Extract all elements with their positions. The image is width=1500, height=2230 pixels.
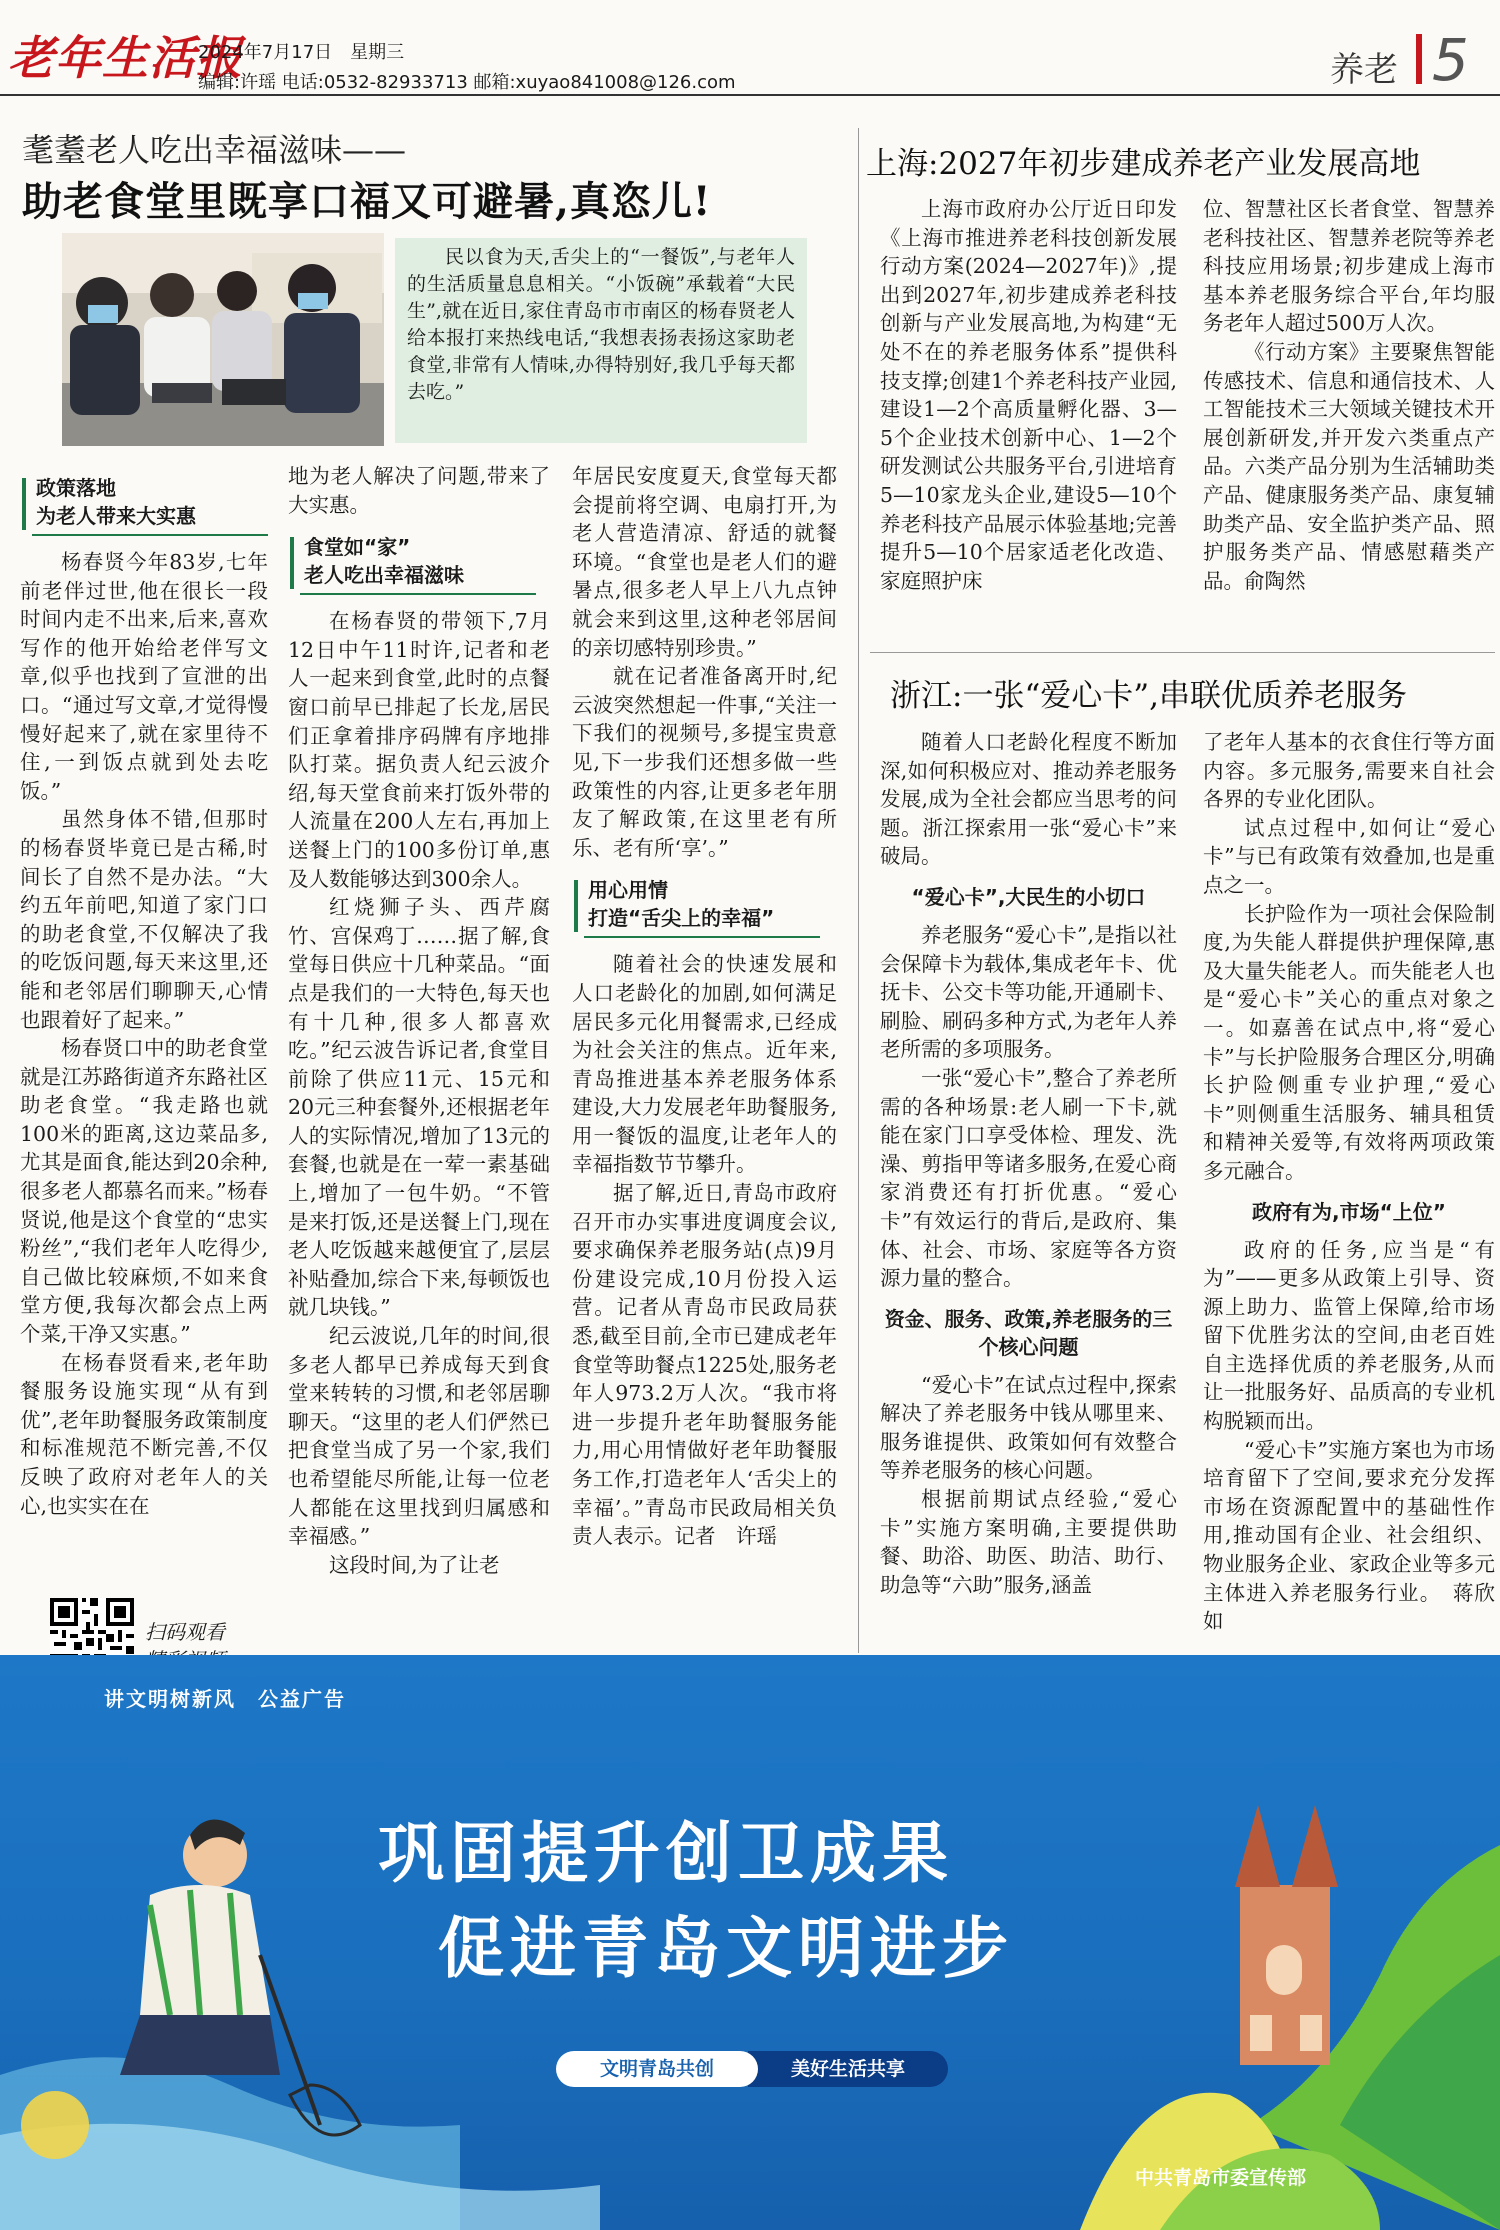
ad-pill-right: 美好生活共享 [748,2051,948,2087]
ad-tag: 讲文明树新风 公益广告 [104,1687,346,1711]
paragraph: 试点过程中,如何让“爱心卡”与已有政策有效叠加,也是重点之一。 [1203,815,1495,897]
story3-subhead-3: 政府有为,市场“上位” [1252,1199,1446,1224]
paragraph: “爱心卡”在试点过程中,探索解决了养老服务中钱从哪里来、服务谁提供、政策如何有效整合等养老服务的核心问题。 [880,1372,1177,1483]
story1-column-2 [288,462,550,1652]
paragraph: 根据前期试点经验,“爱心卡”实施方案明确,主要提供助餐、助浴、助医、助洁、助行、助急等“六助”服务,涵盖 [880,1487,1177,1597]
paragraph: 政府的任务,应当是“有为”——更多从政策上引导、资源上助力、监管上保障,给市场留下优胜劣汰的空间,由老百姓自主选择优质的养老服务,从而让一批服务好、品质高的专业机构脱颖而出。 [1203,1237,1495,1434]
paragraph: 一张“爱心卡”,整合了养老所需的各种场景:老人刷一下卡,就能在家门口享受体检、理发、洗澡、剪指甲等诸多服务,在爱心商家消费还有打折优惠。“爱心卡”有效运行的背后,是政府、集体、社会、市场、家庭等各方资源力量的整合。 [880,1065,1177,1291]
paragraph: 杨春贤口中的助老食堂就是江苏路街道齐东路社区助老食堂。“我走路也就100米的距离,这边菜品多,尤其是面食,能达到20余种,很多老人都慕名而来。”杨春贤说,他是这个食堂的“忠实粉丝”,“我们老年人吃得少,自己做比较麻烦,不如来食堂方便,我每次都会点上两个菜,干净又实惠。” [20,1036,268,1347]
story3-column-2 [1203,728,1495,1650]
story2-column-2 [1203,195,1495,645]
ad-slogan-2: 促进青岛文明进步 [438,1910,1014,1987]
public-service-ad [0,1655,1500,2230]
story1-column-3 [572,462,837,1652]
paragraph: 长护险作为一项社会保险制度,为失能人群提供护理保障,惠及大量失能老人。而失能老人也是“爱心卡”关心的重点对象之一。如嘉善在试点中,将“爱心卡”与长护险服务合理区分,明确长护险侧重专业护理,“爱心卡”则侧重生活服务、辅具租赁和精神关爱等,有效将两项政策多元融合。 [1203,901,1495,1183]
story3-headline: 浙江:一张“爱心卡”,串联优质养老服务 [890,678,1407,714]
story3-column-1 [880,728,1177,1650]
subhead-line: 为老人带来大实惠 [36,504,196,528]
subhead-line: 用心用情 [588,878,668,903]
story3-subhead-1: “爱心卡”,大民生的小切口 [911,884,1146,909]
newspaper-logo: 老年生活报 [8,31,243,85]
paragraph: 在杨春贤的带领下,7月12日中午11时许,记者和老人一起来到食堂,此时的点餐窗口前早已排起了长龙,居民们正拿着排序码牌有序地排队打菜。据负责人纪云波介绍,每天堂食前来打饭外带的人流量在200人左右,再加上送餐上门的100多份订单,惠及人数能够达到300余人。 [288,609,550,891]
paragraph: 地为老人解决了问题,带来了大实惠。 [288,464,550,517]
ad-pill-left: 文明青岛共创 [556,2051,758,2087]
paragraph: 虽然身体不错,但那时的杨春贤毕竟已是古稀,时间长了自然不是办法。“大约五年前吧,知道了家门口的助老食堂,不仅解决了我的吃饭问题,每天来这里,还能和老邻居们聊聊天,心情也跟着好了起来。” [20,807,268,1032]
paragraph: 养老服务“爱心卡”,是指以社会保障卡为载体,集成老年卡、优抚卡、公交卡等功能,开通刷卡、刷脸、刷码多种方式,为老年人养老所需的多项服务。 [880,922,1177,1062]
paragraph: 随着社会的快速发展和人口老龄化的加剧,如何满足居民多元化用餐需求,已经成为社会关注的焦点。近年来,青岛推进基本养老服务体系建设,大力发展老年助餐服务,用一餐饭的温度,让老年人的幸福指数节节攀升。 [572,952,837,1177]
subhead-line: 打造“舌尖上的幸福” [588,906,775,931]
paragraph: 据了解,近日,青岛市政府召开市办实事进度调度会议,要求确保养老服务站(点)9月份建设完成,10月份投入运营。记者从青岛市民政局获悉,截至目前,全市已建成老年食堂等助餐点1225处,服务老年人973.2万人次。“我市将进一步提升老年助餐服务能力,用心用情做好老年助餐服务工作,打造老年人‘舌尖上的幸福’。”青岛市民政局相关负责人表示。记者 许瑶 [572,1181,837,1549]
paragraph: 这段时间,为了让老 [329,1552,500,1577]
subhead-line: 食堂如“家” [304,535,411,560]
section-name: 养老 [1330,50,1398,90]
paragraph: 位、智慧社区长者食堂、智慧养老科技社区、智慧养老院等养老科技应用场景;初步建成上海市基本养老服务综合平台,年均服务老年人超过500万人次。 [1203,197,1495,336]
page-number: 5 [1432,26,1469,94]
section-divider [1416,34,1422,84]
story3-subhead-2: 资金、服务、政策,养老服务的三个核心问题 [884,1306,1173,1359]
paragraph: 年居民安度夏天,食堂每天都会提前将空调、电扇打开,为老人营造清凉、舒适的就餐环境。“食堂也是老人们的避暑点,很多老人早上八九点钟就会来到这里,这种老邻居间的亲切感特别珍贵。” [572,464,837,660]
column-divider [858,128,859,1653]
paragraph: 就在记者准备离开时,纪云波突然想起一件事,“关注一下我们的视频号,多提宝贵意见,下一步我们还想多做一些政策性的内容,让更多老年朋友了解政策,在这里老有所乐、老有所‘享’。” [572,664,837,860]
paragraph: 纪云波说,几年的时间,很多老人都早已养成每天到食堂来转转的习惯,和老邻居聊聊天。“这里的老人们俨然已把食堂当成了另一个家,我们也希望能尽所能,让每一位老人都能在这里找到归属感和幸福感。” [288,1324,550,1549]
story1-lead: 民以食为天,舌尖上的“一餐饭”,与老年人的生活质量息息相关。“小饭碗”承载着“大民生”,就在近日,家住青岛市市南区的杨春贤老人给本报打来热线电话,“我想表扬表扬这家助老食堂,非常有人情味,办得特别好,我几乎每天都去吃。” [395,238,807,443]
story1-kicker: 耄耋老人吃出幸福滋味—— [22,131,407,169]
paragraph: “爱心卡”实施方案也为市场培育留下了空间,要求充分发挥市场在资源配置中的基础性作用,推动国有企业、社会组织、物业服务企业、家政企业等多元主体进入养老服务行业。 蒋欣如 [1203,1437,1495,1634]
date-line: 2024年7月17日 星期三 [198,42,405,63]
paragraph: 上海市政府办公厅近日印发《上海市推进养老科技创新发展行动方案(2024—2027年)》,提出到2027年,初步建成养老科技创新与产业发展高地,为构建“无处不在的养老服务体系”提供科技支撑;创建1个养老科技产业园,建设1—2个高质量孵化器、3—5个企业技术创新中心、1—2个研发测试公共服务平台,引进培育5—10家龙头企业,建设5—10个养老科技产品展示体验基地;完善提升5—10个居家适老化改造、家庭照护床 [880,197,1177,593]
editor-line: 编辑:许瑶 电话:0532-82933713 邮箱:xuyao841008@126.com [198,72,736,93]
ad-sponsor: 中共青岛市委宣传部 [1135,2167,1307,2189]
paragraph: 杨春贤今年83岁,七年前老伴过世,他在很长一段时间内走不出来,后来,喜欢写作的他开始给老伴写文章,似乎也找到了宣泄的出口。“通过写文章,才觉得慢慢好起来了,就在家里待不住,一到饭点就到处去吃饭。” [20,550,268,803]
story1-subhead-3 [572,876,837,932]
canteen-photo [62,233,384,446]
paragraph: 随着人口老龄化程度不断加深,如何积极应对、推动养老服务发展,成为全社会都应当思考的问题。浙江探索用一张“爱心卡”来破局。 [880,730,1177,869]
story1-headline: 助老食堂里既享口福又可避暑,真恣儿! [22,178,712,225]
masthead [0,0,1500,95]
ad-slogan-1: 巩固提升创卫成果 [378,1815,954,1892]
story-divider [870,652,1495,653]
story1-subhead-2 [288,533,550,589]
story1-column-1 [20,460,268,1600]
paragraph: 了老年人基本的衣食住行等方面内容。多元服务,需要来自社会各界的专业化团队。 [1203,730,1495,812]
paragraph: 在杨春贤看来,老年助餐服务设施实现“从有到优”,老年助餐服务政策制度和标准规范不断完善,不仅反映了政府对老年人的关心,也实实在在 [20,1350,268,1518]
qr-caption-line: 扫码观看 [145,1620,225,1644]
story1-subhead-1 [20,474,268,530]
masthead-rule [0,94,1500,96]
paragraph: 红烧狮子头、西芹腐竹、宫保鸡丁……据了解,食堂每日供应十几种菜品。“面点是我们的一大特色,每天也有十几种,很多人都喜欢吃。”纪云波告诉记者,食堂目前除了供应11元、15元和20元三种套餐外,还根据老年人的实际情况,增加了13元的套餐,也就是在一荤一素基础上,增加了一包牛奶。“不管是来打饭,还是送餐上门,现在老人吃饭越来越便宜了,层层补贴叠加,综合下来,每顿饭也就几块钱。” [288,895,550,1320]
subhead-line: 政策落地 [36,476,116,500]
paragraph: 《行动方案》主要聚焦智能传感技术、信息和通信技术、人工智能技术三大领域关键技术开展创新研发,并开发六类重点产品。六类产品分别为生活辅助类产品、健康服务类产品、康复辅助类产品、安全监护类产品、照护服务类产品、情感慰藉类产品。俞陶然 [1203,339,1495,593]
subhead-line: 老人吃出幸福滋味 [304,563,464,588]
story2-headline: 上海:2027年初步建成养老产业发展高地 [866,146,1421,182]
story2-column-1 [880,195,1177,645]
